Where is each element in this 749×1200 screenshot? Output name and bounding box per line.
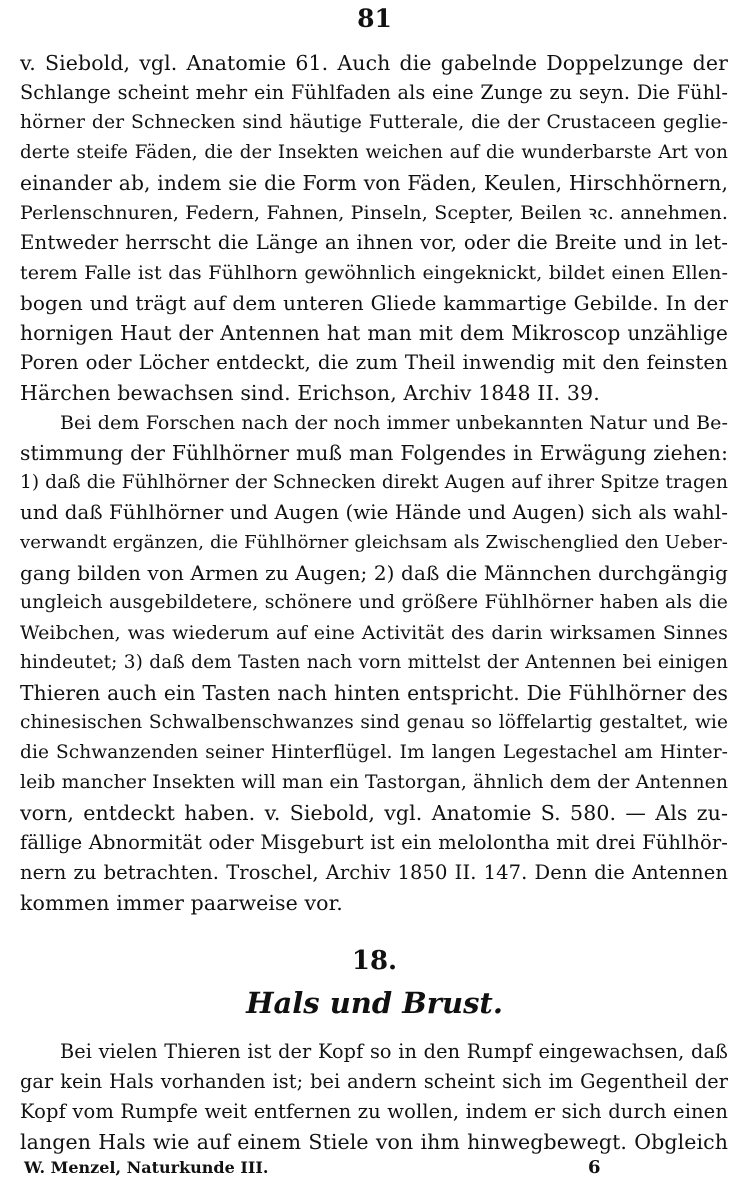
text-line: nern zu betrachten. Troschel, Archiv 1850 II. 147. Denn die Antennen bbox=[20, 861, 728, 884]
text-line: langen Hals wie auf einem Stiele von ihm hinwegbewegt. Obgleich bbox=[20, 1130, 728, 1154]
text-line: bogen und trägt auf dem unteren Gliede kammartige Gebilde. In der bbox=[20, 291, 728, 315]
text-line: ungleich ausgebildetere, schönere und größere Fühlhörner haben als die bbox=[20, 592, 728, 613]
text-line: und daß Fühlhörner und Augen (wie Hände und Augen) sich als wahl- bbox=[20, 501, 729, 524]
text-line: hörner der Schnecken sind häutige Futterale, die der Crustaceen geglie- bbox=[20, 112, 728, 133]
text-line: derte steife Fäden, die der Insekten weichen auf die wunderbarste Art von bbox=[20, 142, 728, 163]
page-number: 81 bbox=[357, 4, 392, 33]
text-line: stimmung der Fühlhörner muß man Folgendes in Erwägung ziehen: bbox=[20, 441, 728, 465]
text-line: die Schwanzenden seiner Hinterflügel. Im langen Legestachel am Hinter- bbox=[20, 742, 728, 763]
text-line: gang bilden von Armen zu Augen; 2) daß die Männchen durchgängig bbox=[20, 561, 728, 585]
text-line: Poren oder Löcher entdeckt, die zum Theil inwendig mit den feinsten bbox=[20, 351, 728, 374]
text-line: leib mancher Insekten will man ein Tastorgan, ähnlich dem der Antennen bbox=[20, 772, 728, 793]
text-line: fällige Abnormität oder Misgeburt ist ein melolontha mit drei Fühlhör- bbox=[20, 831, 728, 854]
text-line: chinesischen Schwalbenschwanzes sind genau so löffelartig gestaltet, wie bbox=[20, 712, 728, 733]
text-line: Entweder herrscht die Länge an ihnen vor, oder die Breite und in let- bbox=[20, 231, 728, 254]
paragraph-last-line: kommen immer paarweise vor. bbox=[20, 891, 343, 915]
text-line: Kopf vom Rumpfe weit entfernen zu wollen, indem er sich durch einen bbox=[20, 1100, 728, 1123]
section-title: Hals und Brust. bbox=[246, 986, 503, 1020]
text-line: v. Siebold, vgl. Anatomie 61. Auch die gabelnde Doppelzunge der bbox=[20, 51, 728, 75]
paragraph-first-line: Bei vielen Thieren ist der Kopf so in den Rumpf eingewachsen, daß bbox=[60, 1040, 728, 1063]
page-footer bbox=[0, 1156, 749, 1180]
text-line: hindeutet; 3) daß dem Tasten nach vorn mittelst der Antennen bei einigen bbox=[20, 652, 728, 673]
text-line: Thieren auch ein Tasten nach hinten entspricht. Die Fühlhörner des bbox=[20, 681, 728, 705]
text-line: vorn, entdeckt haben. v. Siebold, vgl. Anatomie S. 580. — Als zu- bbox=[20, 801, 728, 825]
text-line: verwandt ergänzen, die Fühlhörner gleichsam als Zwischenglied den Ueber- bbox=[20, 532, 728, 553]
text-line: terem Falle ist das Fühlhorn gewöhnlich eingeknickt, bildet einen Ellen- bbox=[20, 262, 728, 284]
text-line: gar kein Hals vorhanden ist; bei andern scheint sich im Gegentheil der bbox=[20, 1070, 728, 1093]
text-line: einander ab, indem sie die Form von Fäden, Keulen, Hirschhörnern, bbox=[20, 171, 728, 195]
paragraph-last-line: Härchen bewachsen sind. Erichson, Archiv 1848 II. 39. bbox=[20, 381, 600, 405]
text-line: hornigen Haut der Antennen hat man mit dem Mikroscop unzählige bbox=[20, 321, 728, 345]
text-line: Perlenschnuren, Federn, Fahnen, Pinseln, Scepter, Beilen ꝛc. annehmen. bbox=[20, 202, 728, 224]
text-line: Schlange scheint mehr ein Fühlfaden als eine Zunge zu seyn. Die Fühl- bbox=[20, 81, 728, 104]
paragraph-first-line: Bei dem Forschen nach der noch immer unbekannten Natur und Be- bbox=[60, 412, 728, 434]
text-line: 1) daß die Fühlhörner der Schnecken direkt Augen auf ihrer Spitze tragen bbox=[20, 472, 728, 493]
printer-signature: W. Menzel, Naturkunde III. bbox=[24, 1158, 269, 1177]
signature-number: 6 bbox=[588, 1157, 601, 1178]
section-number: 18. bbox=[351, 946, 398, 976]
text-line: Weibchen, was wiederum auf eine Activität des darin wirksamen Sinnes bbox=[20, 622, 728, 644]
